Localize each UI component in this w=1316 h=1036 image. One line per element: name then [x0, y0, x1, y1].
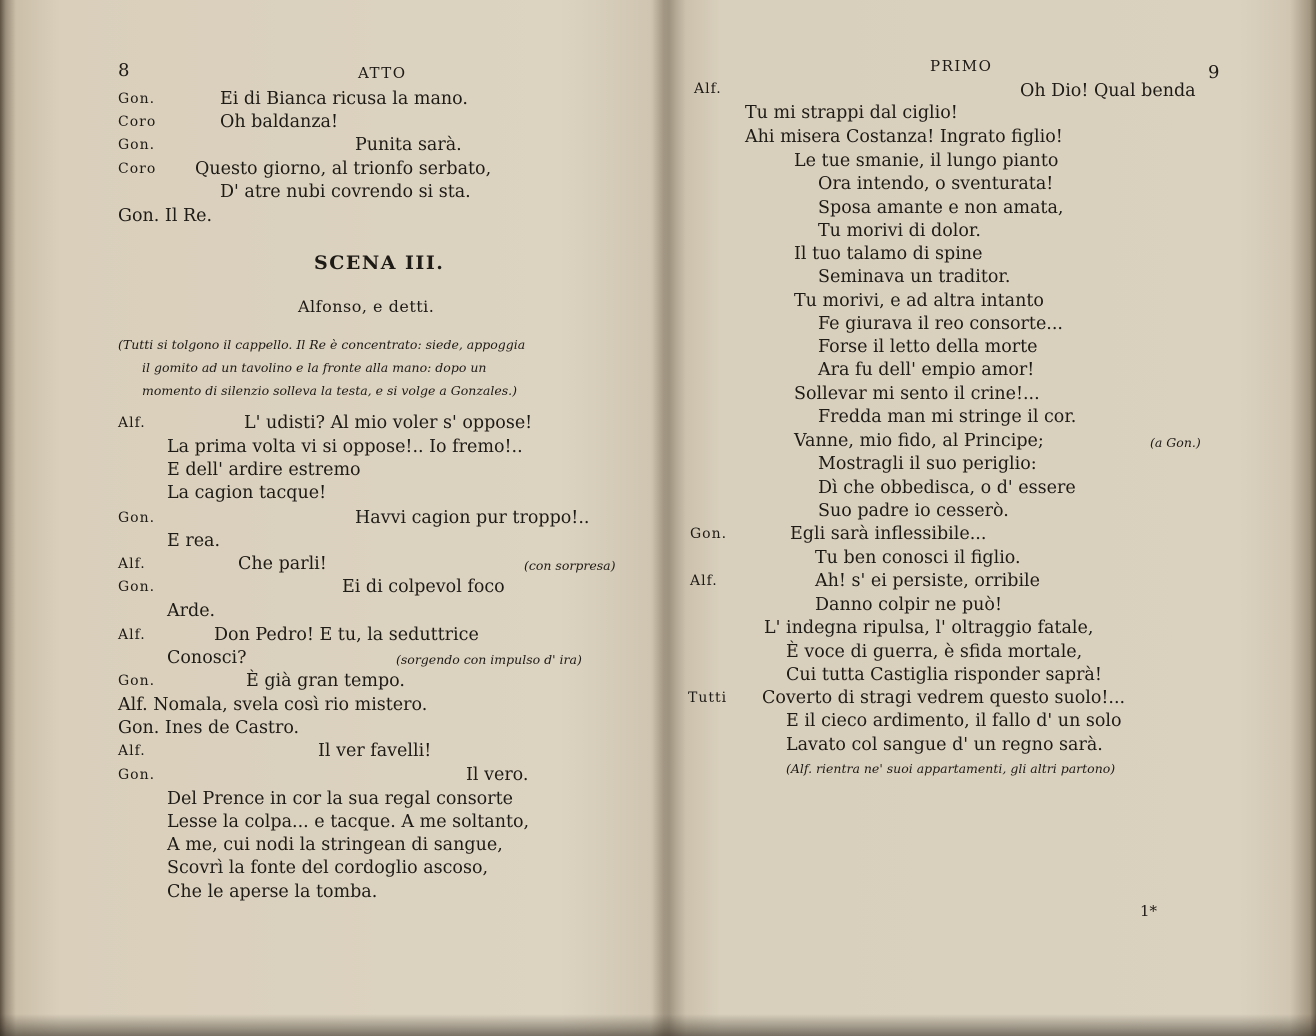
stage-direction-line: il gomito ad un tavolino e la fronte alla mano: dopo un: [142, 360, 487, 375]
verse-line: Suo padre io cesserò.: [818, 501, 1009, 521]
verse-line: Sollevar mi sento il crine!...: [794, 384, 1040, 404]
verse-line: Cui tutta Castiglia risponder saprà!: [786, 665, 1102, 685]
verse-line: Arde.: [167, 601, 216, 621]
verse-line: Lavato col sangue d' un regno sarà.: [786, 735, 1103, 755]
verse-line: Conosci?: [167, 648, 247, 668]
left-running-header: ATTO: [358, 64, 407, 82]
verse-line: Seminava un traditor.: [818, 267, 1011, 287]
signature-mark: 1*: [1140, 902, 1158, 920]
speaker-label: Alf.: [118, 415, 146, 431]
verse-line: Sposa amante e non amata,: [818, 198, 1064, 218]
verse-line: Tu morivi di dolor.: [818, 221, 981, 241]
verse-line: Il ver favelli!: [318, 741, 432, 761]
verse-line: Ara fu dell' empio amor!: [818, 360, 1035, 380]
book-gutter: [652, 0, 686, 1036]
left-page-number: 8: [118, 60, 130, 81]
speaker-label: Gon.: [690, 526, 728, 542]
verse-line: Ei di colpevol foco: [342, 577, 505, 597]
verse-line: Lesse la colpa... e tacque. A me soltanto,: [167, 812, 530, 832]
verse-line: A me, cui nodi la stringean di sangue,: [167, 835, 503, 855]
verse-line: Forse il letto della morte: [818, 337, 1038, 357]
verse-line: Dì che obbedisca, o d' essere: [818, 478, 1076, 498]
verse-line: Che le aperse la tomba.: [167, 882, 378, 902]
verse-line: Tu mi strappi dal ciglio!: [745, 103, 958, 123]
verse-line: Scovrì la fonte del cordoglio ascoso,: [167, 858, 489, 878]
speaker-label: Gon.: [118, 673, 156, 689]
verse-line: Gon. Il Re.: [118, 206, 213, 226]
speaker-label: Alf.: [118, 627, 146, 643]
inline-stage-direction: (sorgendo con impulso d' ira): [396, 652, 582, 667]
verse-line: Alf. Nomala, svela così rio mistero.: [118, 695, 428, 715]
verse-line: È già gran tempo.: [246, 671, 405, 691]
speaker-label: Coro: [118, 114, 157, 130]
verse-line: Il vero.: [466, 765, 529, 785]
verse-line: Che parli!: [238, 554, 327, 574]
verse-line: Vanne, mio fido, al Principe;: [794, 431, 1044, 451]
stage-direction-line: momento di silenzio solleva la testa, e si volge a Gonzales.): [142, 383, 518, 398]
verse-line: Il tuo talamo di spine: [794, 244, 983, 264]
verse-line: L' udisti? Al mio voler s' oppose!: [244, 413, 533, 433]
exit-stage-direction: (Alf. rientra ne' suoi appartamenti, gli altri partono): [786, 761, 1116, 776]
speaker-label: Alf.: [690, 573, 718, 589]
verse-line: Havvi cagion pur troppo!..: [355, 508, 590, 528]
speaker-label: Alf.: [118, 556, 146, 572]
verse-line: Coverto di stragi vedrem questo suolo!...: [762, 688, 1126, 708]
speaker-label: Tutti: [688, 690, 728, 706]
verse-line: Oh Dio! Qual benda: [1020, 81, 1196, 101]
stage-direction-line: (Tutti si tolgono il cappello. Il Re è concentrato: siede, appoggia: [118, 337, 526, 352]
verse-line: Gon. Ines de Castro.: [118, 718, 300, 738]
verse-line: Fredda man mi stringe il cor.: [818, 407, 1077, 427]
speaker-label: Alf.: [118, 743, 146, 759]
verse-line: Ora intendo, o sventurata!: [818, 174, 1054, 194]
verse-line: Egli sarà inflessibile...: [790, 524, 987, 544]
verse-line: Ahi misera Costanza! Ingrato figlio!: [745, 127, 1063, 147]
verse-line: Tu morivi, e ad altra intanto: [794, 291, 1044, 311]
inline-stage-direction: (con sorpresa): [524, 558, 616, 573]
scene-persons: Alfonso, e detti.: [298, 297, 435, 316]
inline-stage-direction: (a Gon.): [1150, 435, 1201, 450]
verse-line: Del Prence in cor la sua regal consorte: [167, 789, 513, 809]
verse-line: È voce di guerra, è sfida mortale,: [786, 642, 1083, 662]
scene-title: SCENA III.: [314, 252, 445, 274]
verse-line: La cagion tacque!: [167, 483, 327, 503]
right-page-number: 9: [1208, 62, 1220, 83]
verse-line: Tu ben conosci il figlio.: [815, 548, 1021, 568]
verse-line: E dell' ardire estremo: [167, 460, 361, 480]
right-running-header: PRIMO: [930, 57, 993, 75]
verse-line: Don Pedro! E tu, la seduttrice: [214, 625, 479, 645]
verse-line: La prima volta vi si oppose!.. Io fremo!..: [167, 437, 523, 457]
speaker-label: Gon.: [118, 510, 156, 526]
verse-line: E rea.: [167, 531, 221, 551]
verse-line: D' atre nubi covrendo si sta.: [220, 182, 471, 202]
verse-line: Punita sarà.: [355, 135, 462, 155]
speaker-label: Alf.: [694, 81, 722, 97]
speaker-label: Gon.: [118, 579, 156, 595]
verse-line: Danno colpir ne può!: [815, 595, 1002, 615]
verse-line: Oh baldanza!: [220, 112, 339, 132]
verse-line: E il cieco ardimento, il fallo d' un solo: [786, 711, 1122, 731]
speaker-label: Coro: [118, 161, 157, 177]
speaker-label: Gon.: [118, 137, 156, 153]
verse-line: Questo giorno, al trionfo serbato,: [195, 159, 492, 179]
verse-line: Ah! s' ei persiste, orribile: [815, 571, 1040, 591]
speaker-label: Gon.: [118, 91, 156, 107]
verse-line: Le tue smanie, il lungo pianto: [794, 151, 1059, 171]
verse-line: Mostragli il suo periglio:: [818, 454, 1037, 474]
verse-line: Ei di Bianca ricusa la mano.: [220, 89, 468, 109]
speaker-label: Gon.: [118, 767, 156, 783]
verse-line: L' indegna ripulsa, l' oltraggio fatale,: [764, 618, 1094, 638]
verse-line: Fe giurava il reo consorte...: [818, 314, 1063, 334]
